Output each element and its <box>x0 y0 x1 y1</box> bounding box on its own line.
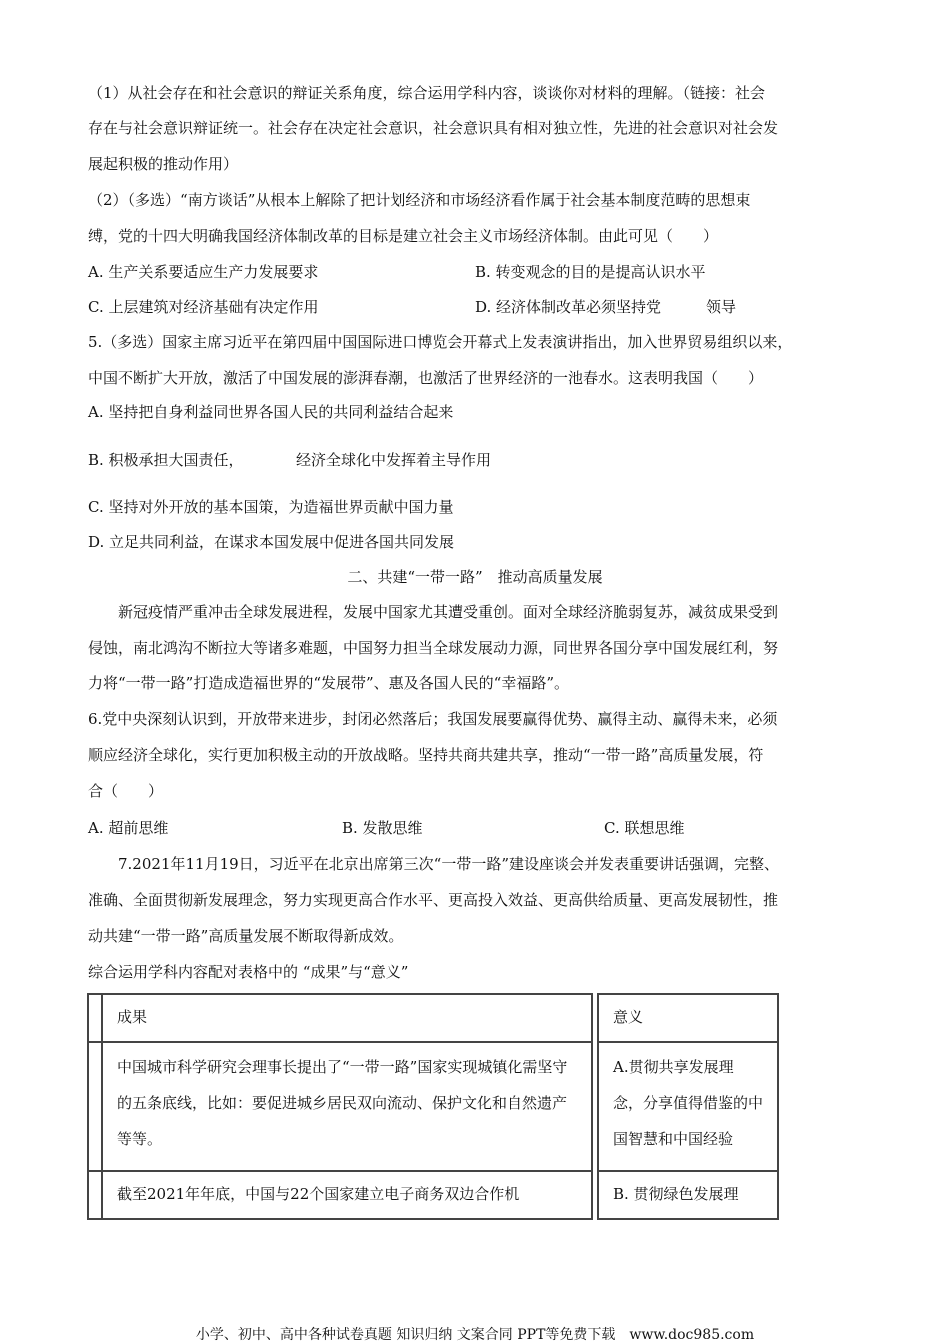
option-c: C. 上层建筑对经济基础有决定作用 <box>88 298 319 316</box>
table-cell <box>88 1042 102 1171</box>
table-cell: 中国城市科学研究会理事长提出了“一带一路”国家实现城镇化需坚守的五条底线，比如：要促进城乡居民双向流动、保护文化和自然遗产等等。 <box>102 1042 592 1171</box>
header-achievement: 成果 <box>102 994 592 1042</box>
text-line: 动共建“一带一路”高质量发展不断取得新成效。 <box>88 927 404 945</box>
text-line: 展起积极的推动作用） <box>88 155 239 173</box>
table-cell <box>88 994 102 1042</box>
text-line: （1）从社会存在和社会意识的辩证关系角度，综合运用学科内容，谈谈你对材料的理解。（链接：社会 <box>88 84 766 102</box>
text-line: （2）（多选）“南方谈话”从根本上解除了把计划经济和市场经济看作属于社会基本制度范畴的思想束 <box>88 191 751 209</box>
text-line: 侵蚀，南北鸿沟不断拉大等诸多难题，中国努力担当全球发展动力源，同世界各国分享中国发展红利，努 <box>88 639 779 657</box>
table-cell: 截至2021年年底，中国与22个国家建立电子商务双边合作机 <box>102 1171 592 1219</box>
option-c: C. 坚持对外开放的基本国策，为造福世界贡献中国力量 <box>88 498 454 516</box>
option-a: A. 超前思维 <box>88 819 169 837</box>
option-b: B. 转变观念的目的是提高认识水平 <box>475 263 706 281</box>
section-heading: 二、共建“一带一路” 推动高质量发展 <box>347 568 603 586</box>
footer-text: 小学、初中、高中各种试卷真题 知识归纳 文案合同 PPT等免费下载 www.doc985.com <box>195 1327 755 1343</box>
instruction: 综合运用学科内容配对表格中的 “成果”与“意义” <box>88 963 409 981</box>
option-a: A. 生产关系要适应生产力发展要求 <box>88 263 319 281</box>
text-line: 合（ ） <box>88 782 164 800</box>
option-d: D. 经济体制改革必须坚持党 领导 <box>475 298 737 316</box>
text-line: 新冠疫情严重冲击全球发展进程，发展中国家尤其遭受重创。面对全球经济脆弱复苏，减贫成果受到 <box>118 603 779 621</box>
text-line: 7.2021年11月19日，习近平在北京出席第三次“一带一路”建设座谈会并发表重要讲话强调，完整、 <box>118 855 779 873</box>
option-c: C. 联想思维 <box>604 819 685 837</box>
text-line: 5.（多选）国家主席习近平在第四届中国国际进口博览会开幕式上发表演讲指出，加入世界贸易组织以来， <box>88 333 793 351</box>
text-line: 准确、全面贯彻新发展理念，努力实现更高合作水平、更高投入效益、更高供给质量、更高发展韧性，推 <box>88 891 779 909</box>
table-row <box>88 1042 778 1171</box>
matching-table <box>87 993 779 1220</box>
text-line: 力将“一带一路”打造成造福世界的“发展带”、惠及各国人民的“幸福路”。 <box>88 674 570 692</box>
table-row <box>88 1171 778 1219</box>
option-d: D. 立足共同利益，在谋求本国发展中促进各国共同发展 <box>88 533 455 551</box>
table-header-row <box>88 994 778 1042</box>
option-b: B. 发散思维 <box>342 819 423 837</box>
table-cell: B. 贯彻绿色发展理 <box>598 1171 778 1219</box>
text-line: 中国不断扩大开放，激活了中国发展的澎湃春潮，也激活了世界经济的一池春水。这表明我国（ ） <box>88 369 764 387</box>
text-line: 6.党中央深刻认识到，开放带来进步，封闭必然落后；我国发展要赢得优势、赢得主动、赢得未来，必须 <box>88 710 778 728</box>
option-b: B. 积极承担大国责任， 经济全球化中发挥着主导作用 <box>88 451 492 469</box>
text-line: 顺应经济全球化，实行更加积极主动的开放战略。坚持共商共建共享，推动“一带一路”高质量发展，符 <box>88 746 764 764</box>
text-line: 缚，党的十四大明确我国经济体制改革的目标是建立社会主义市场经济体制。由此可见（ ） <box>88 227 719 245</box>
table-cell <box>88 1171 102 1219</box>
text-line: 存在与社会意识辩证统一。社会存在决定社会意识，社会意识具有相对独立性，先进的社会意识对社会发 <box>88 119 779 137</box>
header-significance: 意义 <box>598 994 778 1042</box>
table-cell: A.贯彻共享发展理念，分享值得借鉴的中国智慧和中国经验 <box>598 1042 778 1171</box>
option-a: A. 坚持把自身利益同世界各国人民的共同利益结合起来 <box>88 403 454 421</box>
